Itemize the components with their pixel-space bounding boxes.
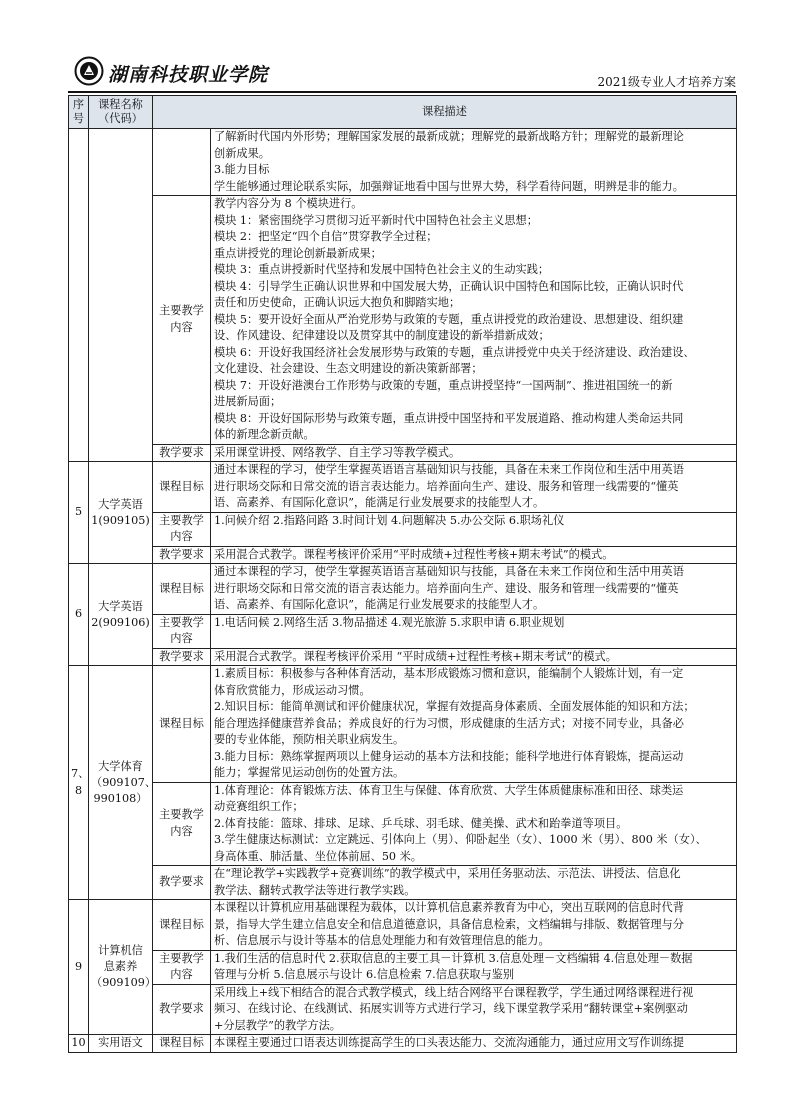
desc-line: 模块 4：引导学生正确认识世界和中国发展大势，正确认识中国特色和国际比较，正确认识时代 (214, 279, 684, 293)
course-name-cell (89, 462, 153, 564)
desc-line: 在“理论教学+实践教学+竞赛训练”的教学模式中，采用任务驱动法、示范法、讲授法、信息化 (214, 867, 681, 880)
header-rule (68, 91, 736, 93)
subsection-label-cell: 主要教学内容 (153, 950, 211, 984)
header-index-cell (69, 96, 89, 129)
table-row (69, 984, 737, 1035)
course-name-cell (89, 900, 157, 1035)
course-name-line: 990108） (93, 791, 148, 805)
table-row (69, 950, 737, 984)
table-row (69, 1035, 737, 1053)
table-row (69, 666, 737, 783)
desc-line: 语、高素养、有国际化意识”，能满足行业发展要求的技能型人才。 (214, 496, 545, 509)
requirement-desc-cell (211, 648, 737, 666)
row-index-cell (69, 129, 89, 462)
table-row (69, 462, 737, 513)
table-row-continued (69, 444, 737, 462)
course-name-line: 实用语文 (98, 1036, 143, 1050)
header-course-line: （代码） (98, 112, 143, 125)
subsection-label-cell: 课程目标 (153, 666, 211, 783)
desc-line: 采用混合式教学。课程考核评价采用 “平时成绩+过程性考核+期末考试”的模式。 (214, 649, 617, 663)
desc-line: 2.体育技能：篮球、排球、足球、乒乓球、羽毛球、健美操、武术和跆拳道等项目。 (214, 816, 628, 830)
desc-line: 能合理选择健康营养食品；养成良好的行为习惯，形成健康的生活方式；对接不同专业，具备必 (214, 716, 684, 730)
table-row-continued (69, 129, 737, 196)
table-row (69, 564, 737, 615)
desc-line: 语、高素养、有国际化意识”，能满足行业发展要求的技能型人才。 (214, 598, 545, 611)
subsection-label-cell: 课程目标 (153, 564, 211, 615)
requirement-desc-cell (211, 984, 737, 1035)
course-name-line: 2(909106) (91, 615, 150, 629)
requirement-desc-cell (211, 866, 737, 900)
course-name-cell (89, 666, 157, 900)
desc-line: 采用混合式教学。课程考核评价采用“平时成绩+过程性考核+期末考试”的模式。 (214, 547, 614, 561)
row-index-cell: 7、8 (69, 666, 89, 900)
desc-line: 本课程主要通过口语表达训练提高学生的口头表达能力、交流沟通能力，通过应用文写作训练提 (214, 1036, 684, 1049)
subsection-label-cell: 教学要求 (153, 984, 211, 1035)
requirement-desc-cell (211, 444, 737, 462)
course-name-cell (89, 129, 153, 462)
page-header (68, 60, 736, 90)
school-name: 湖南科技职业学院 (108, 64, 269, 86)
table-row (69, 648, 737, 666)
header-course-cell (89, 96, 153, 129)
desc-line: 要的专业体能，预防相关职业病发生。 (214, 733, 405, 746)
course-table (68, 95, 737, 1053)
table-row (69, 546, 737, 564)
requirement-desc-cell (211, 546, 737, 564)
desc-line: 模块 2：把坚定“四个自信”贯穿教学全过程； (214, 230, 438, 243)
desc-line: 体育欣赏能力，形成运动习惯。 (214, 683, 371, 697)
desc-line: 1.体育理论：体育锻炼方法、体育卫生与保健、体育欣赏、大学生体质健康标准和田径、球类运 (214, 783, 684, 797)
desc-line: 管理与分析 5.信息展示与设计 6.信息检索 7.信息获取与鉴别 (214, 968, 515, 981)
row-index-cell: 9 (69, 900, 89, 1035)
goal-desc-cell (211, 564, 737, 615)
course-name-line: 大学英语 (98, 497, 143, 511)
desc-line: 能力；掌握常见运动创伤的处置方法。 (214, 766, 405, 779)
course-name-line: （909107、 (91, 775, 157, 789)
course-name-cell (89, 1035, 153, 1053)
desc-line: 析、信息展示与设计等基本的信息处理能力和有效管理信息的能力。 (214, 934, 550, 947)
subsection-label-cell: 教学要求 (153, 546, 211, 564)
course-name-line: 大学英语 (98, 599, 143, 613)
desc-line: 模块 8：开设好国际形势与政策专题，重点讲授中国坚持和平发展道路、推动构建人类命运共同 (214, 411, 684, 425)
row-index-cell: 10 (69, 1035, 89, 1053)
desc-line: 通过本课程的学习，使学生掌握英语语言基础知识与技能，具备在未来工作岗位和生活中用英语 (214, 565, 684, 578)
header-desc-cell: 课程描述 (153, 96, 737, 129)
desc-line: 模块 5：要开设好全面从严治党形势与政策的专题，重点讲授党的政治建设、思想建设、组织建 (214, 312, 684, 326)
table-row (69, 866, 737, 900)
desc-line: 身高体重、肺活量、坐位体前屈、50 米。 (214, 849, 422, 863)
desc-line: 学生能够通过理论联系实际，加强辩证地看中国与世界大势，科学看待问题，明辨是非的能力。 (214, 179, 684, 193)
desc-line: 本课程以计算机应用基础课程为载体，以计算机信息素养教育为中心，突出互联网的信息时代背 (214, 901, 684, 914)
desc-line: 动竞赛组织工作； (214, 800, 304, 813)
desc-line: 进行职场交际和日常交流的语言表达能力。培养面向生产、建设、服务和管理一线需要的“懂英 (214, 479, 679, 493)
subsection-label-cell: 课程目标 (153, 900, 211, 951)
desc-line: 模块 1：紧密围绕学习贯彻习近平新时代中国特色社会主义思想； (214, 213, 538, 227)
goal-desc-cell (211, 900, 737, 951)
row-index-cell: 5 (69, 462, 89, 564)
course-name-line: 息素养 (103, 960, 138, 973)
desc-line: 设、作风建设、纪律建设以及贯穿其中的制度建设的新举措新成效； (214, 329, 550, 342)
course-name-line: （909109） (91, 976, 157, 989)
header-course-line: 课程名称 (98, 98, 143, 111)
desc-line: 3.能力目标 (214, 163, 270, 176)
desc-line: 责任和历史使命，正确认识远大抱负和脚踏实地； (214, 296, 461, 309)
goal-desc-cell (211, 462, 737, 513)
course-name-line: 1(909105) (91, 513, 150, 527)
desc-line: 2.知识目标：能简单测试和评价健康状况，掌握有效提高身体素质、全面发展体能的知识和方法； (214, 700, 695, 713)
school-emblem-icon (74, 56, 104, 86)
table-row-continued (69, 196, 737, 445)
desc-line: 文化建设、社会建设、生态文明建设的新决策新部署； (214, 362, 483, 375)
desc-line: 进行职场交际和日常交流的语言表达能力。培养面向生产、建设、服务和管理一线需要的“懂英 (214, 581, 679, 595)
desc-line: 通过本课程的学习，使学生掌握英语语言基础知识与技能，具备在未来工作岗位和生活中用英语 (214, 463, 684, 476)
desc-line: 了解新时代国内外形势；理解国家发展的最新成就；理解党的最新战略方针；理解党的最新理论 (214, 130, 684, 143)
content-desc-cell (211, 512, 737, 546)
content-desc-cell (211, 950, 737, 984)
desc-line: 3.能力目标：熟练掌握两项以上健身运动的基本方法和技能；能科学地进行体育锻炼，提高运动 (214, 749, 684, 763)
content-desc-cell (211, 196, 737, 445)
desc-line: 创新成果。 (214, 146, 270, 160)
course-name-line: 大学体育 (98, 759, 143, 773)
desc-line: 1.问候介绍 2.指路问路 3.时间计划 4.问题解决 5.办公交际 6.职场礼仪 (214, 513, 565, 527)
desc-line: 1.我们生活的信息时代 2.获取信息的主要工具－计算机 3.信息处理－文档编辑 4.信息处理－数据 (214, 951, 693, 965)
desc-line: 重点讲授党的理论创新最新成果； (214, 246, 382, 260)
goal-desc-cell (211, 1035, 737, 1053)
plan-title: 2021级专业人才培养方案 (597, 75, 736, 89)
header-index-line: 号 (72, 112, 85, 125)
content-desc-cell (211, 614, 737, 648)
subsection-label-cell: 课程目标 (153, 1035, 211, 1053)
desc-line: 模块 6：开设好我国经济社会发展形势与政策的专题，重点讲授党中央关于经济建设、政治建设、 (214, 345, 695, 359)
desc-line: 景，指导大学生建立信息安全和信息道德意识，具备信息检索，文档编辑与排版、数据管理与分 (214, 917, 684, 931)
desc-line: +分层教学”的教学方法。 (214, 1018, 341, 1032)
header-index-line: 序 (72, 98, 85, 111)
row-index-cell: 6 (69, 564, 89, 666)
desc-line: 体的新理念新贡献。 (214, 428, 315, 441)
subsection-label-cell: 主要教学内容 (153, 782, 211, 866)
subsection-label-cell: 主要教学内容 (153, 614, 211, 648)
desc-line: 1.素质目标：积极参与各种体育活动，基本形成锻炼习惯和意识，能编制个人锻炼计划，有一定 (214, 667, 684, 680)
table-header-row (69, 96, 737, 129)
desc-line: 教学法、翻转式教学法等进行教学实践。 (214, 883, 416, 897)
desc-line: 1.电话问候 2.网络生活 3.物品描述 4.观光旅游 5.求职申请 6.职业规划 (214, 615, 565, 629)
desc-line: 采用线上+线下相结合的混合式教学模式，线上结合网络平台课程教学，学生通过网络课程进行视 (214, 985, 694, 999)
desc-line: 频习、在线讨论、在线测试、拓展实训等方式进行学习，线下课堂教学采用“翻转课堂+案例驱动 (214, 1002, 688, 1015)
desc-line: 采用课堂讲授、网络教学、自主学习等教学模式。 (214, 445, 461, 459)
subsection-label-cell: 主要教学内容 (153, 196, 211, 445)
goal-desc-cell (211, 666, 737, 783)
goal-desc-cell (211, 129, 737, 196)
desc-line: 3.学生健康达标测试：立定跳远、引体向上（男）、仰卧起坐（女）、1000 米（男）、800 米（女）、 (214, 833, 707, 846)
subsection-label-cell: 教学要求 (153, 444, 211, 462)
table-row (69, 900, 737, 951)
desc-line: 模块 3：重点讲授新时代坚持和发展中国特色社会主义的生动实践； (214, 263, 550, 276)
course-name-cell (89, 564, 153, 666)
desc-line: 模块 7：开设好港澳台工作形势与政策的专题，重点讲授坚持“一国两制”、推进祖国统一的新 (214, 378, 673, 392)
subsection-label-cell: 课程目标 (153, 462, 211, 513)
subsection-label-cell (153, 129, 211, 196)
table-row (69, 782, 737, 866)
subsection-label-cell: 教学要求 (153, 648, 211, 666)
subsection-label-cell: 教学要求 (153, 866, 211, 900)
table-row (69, 512, 737, 546)
table-row (69, 614, 737, 648)
desc-line: 进展新局面； (214, 395, 282, 408)
desc-line: 教学内容分为 8 个模块进行。 (214, 197, 363, 210)
course-name-line: 计算机信 (98, 944, 143, 957)
subsection-label-cell: 主要教学内容 (153, 512, 211, 546)
content-desc-cell (211, 782, 737, 866)
